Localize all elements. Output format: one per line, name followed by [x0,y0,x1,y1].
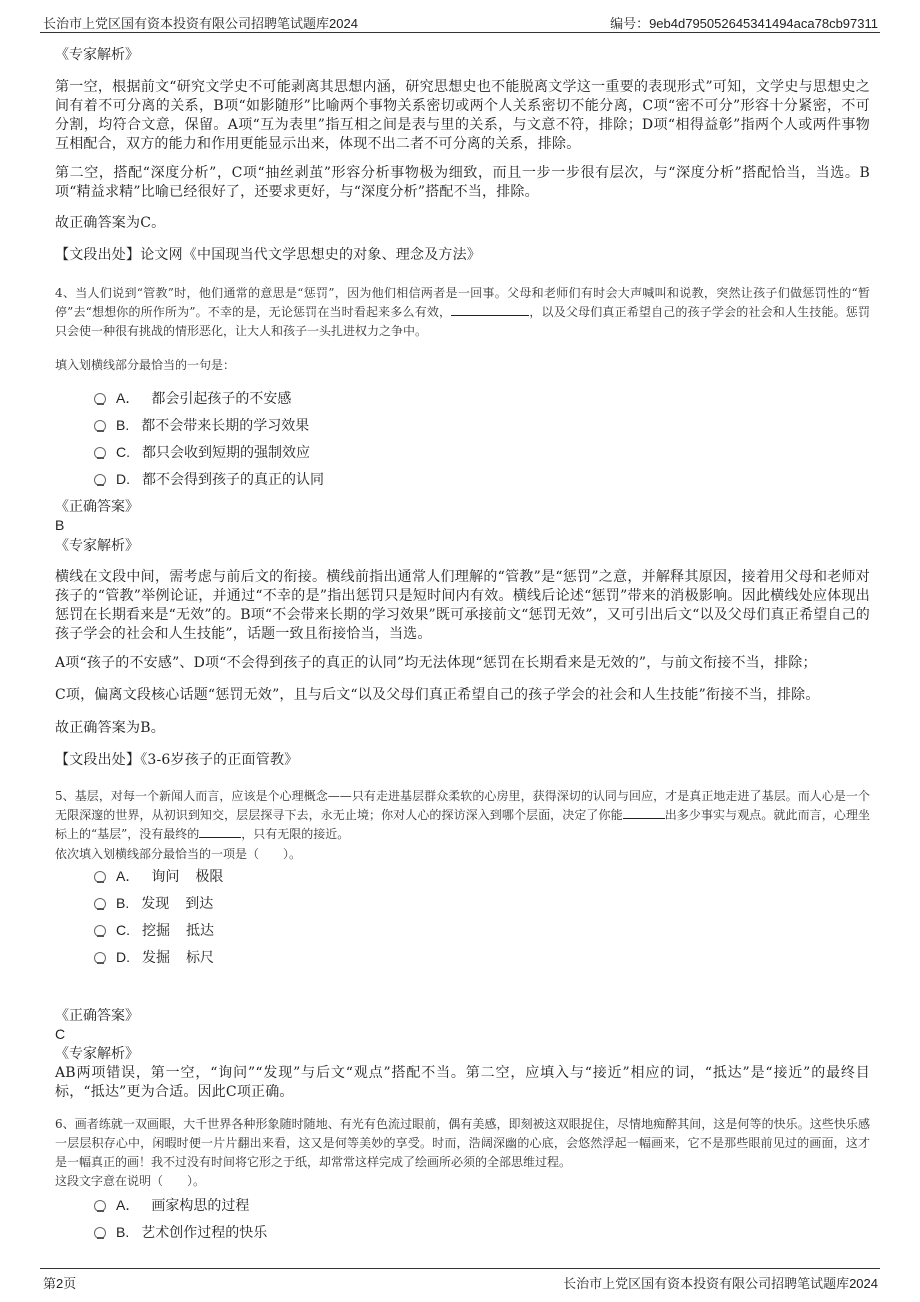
correct-answer-label: 《正确答案》 [55,499,139,515]
analysis-paragraph: 横线在文段中间，需考虑与前后文的衔接。横线前指出通常人们理解的“管教”是“惩罚”之意，并解释其原因，接着用父母和老师对孩子的“管教”举例论证，并通过“不幸的是”指出惩罚只是短时间内有效。横线后论述“惩罚”带来的消极影响。因此横线处应体现出惩罚在长期看来是“无效”的。B项“不会带来长期的学习效果”既可承接前文“惩罚无效”，又可引出后文“以及父母们真正希望自己的孩子学会的社会和人生技能”，话题一致且衔接恰当，当选。 [55,569,870,642]
question-4-stem [55,284,870,341]
question-text: 出多少事实与观点。就此而言，心理坐标上的“基层”，没有最终的 [55,808,870,841]
option-d[interactable]: D. 都不会得到孩子的真正的认同 [94,470,324,489]
radio-icon[interactable] [94,1227,106,1239]
option-c[interactable]: C. 都只会收到短期的强制效应 [94,443,310,462]
radio-icon[interactable] [94,1200,106,1212]
question-5-stem [55,787,870,844]
option-d[interactable]: D. 发掘 标尺 [94,948,214,967]
source-citation: 【文段出处】《3-6岁孩子的正面管教》 [55,752,299,768]
radio-icon[interactable] [94,898,106,910]
radio-icon[interactable] [94,447,106,459]
radio-icon[interactable] [94,925,106,937]
fill-blank [199,825,241,838]
option-b[interactable]: B. 艺术创作过程的快乐 [94,1223,267,1242]
analysis-paragraph: 第一空，根据前文“研究文学史不可能剥离其思想内涵，研究思想史也不能脱离文学这一重要的表现形式”可知，文学史与思想史之间有着不可分离的关系，B项“如影随形”比喻两个事物关系密切或两个人关系密切不能分离，C项“密不可分”形容十分紧密，不可分割，均符合文意，保留。A项“互为表里”指互相之间是表与里的关系，与文意不符，排除；D项“相得益彰”指两个人或两件事物互相配合，双方的能力和作用更能显示出来，体现不出二者不可分离的关系，排除。 [55,79,870,152]
option-c[interactable]: C. 挖掘 抵达 [94,921,214,940]
conclusion: 故正确答案为B。 [55,720,165,736]
correct-answer-label: 《正确答案》 [55,1008,139,1024]
page-footer [40,1268,880,1293]
analysis-paragraph: C项，偏离文段核心话题“惩罚无效”，且与后文“以及父母们真正希望自己的孩子学会的社会和人生技能”衔接不当，排除。 [55,687,820,703]
fill-blank [623,806,665,819]
fill-blank [451,303,529,316]
option-a[interactable]: A． 询问 极限 [94,867,223,886]
radio-icon[interactable] [94,420,106,432]
document-id: 编号：9eb4d795052645341494aca78cb97311 [610,16,878,31]
question-text: ，以及父母们真正希望自己的孩子学会的社会和人生技能。惩罚只会使一种很有挑战的情形恶化，让大人和孩子一头扎进权力之争中。 [55,305,870,338]
question-text: 5、基层，对每一个新闻人而言，应该是个心理概念——只有走进基层群众柔软的心房里，获得深切的认同与回应，才是真正地走进了基层。而人心是一个无限深邃的世界，从初识到知交，层层探寻下去，永无止境；你对人心的探访深入到哪个层面，决定了你能 [55,789,870,822]
analysis-paragraph: AB两项错误，第一空，“询问”“发现”与后文“观点”搭配不当。第二空，应填入与“接近”相应的词，“抵达”是“接近”的最终目标，“抵达”更为合适。因此C项正确。 [55,1065,870,1100]
question-text: ，只有无限的接近。 [241,827,350,841]
source-citation: 【文段出处】论文网《中国现当代文学思想史的对象、理念及方法》 [55,247,481,263]
expert-analysis-label: 《专家解析》 [55,1046,139,1062]
radio-icon[interactable] [94,393,106,405]
footer-title: 长治市上党区国有资本投资有限公司招聘笔试题库2024 [563,1276,878,1291]
question-6-stem: 6、画者练就一双画眼，大千世界各种形象随时随地、有光有色流过眼前，偶有美感，即刻被这双眼捉住，尽情地痴醉其间，这是何等的快乐。这些快乐感一层层积存心中，闲暇时便一片片翻出来看，这又是何等美妙的享受。时而，浩阔深幽的心底，会悠然浮起一幅画来，它不是那些眼前见过的画面，这才是一幅真正的画！我不过没有时间将它形之于纸，却常常这样完成了绘画所必须的全部思维过程。 [55,1117,870,1169]
analysis-paragraph: 第二空，搭配“深度分析”，C项“抽丝剥茧”形容分析事物极为细致，而且一步一步很有层次，与“深度分析”搭配恰当，当选。B项“精益求精”比喻已经很好了，还要求更好，与“深度分析”搭配不当，排除。 [55,165,870,200]
page-header [40,10,880,33]
radio-icon[interactable] [94,474,106,486]
option-b[interactable]: B. 发现 到达 [94,894,213,913]
radio-icon[interactable] [94,952,106,964]
option-b[interactable]: B. 都不会带来长期的学习效果 [94,416,309,435]
conclusion: 故正确答案为C。 [55,215,166,231]
question-text: 4、当人们说到“管教”时，他们通常的意思是“惩罚”，因为他们相信两者是一回事。父母和老师们有时会大声喊叫和说教，突然让孩子们做惩罚性的“暂停”去“想想你的所作所为”。不幸的是，无论惩罚在当时看起来多么有效， [55,286,870,319]
question-5-prompt: 依次填入划横线部分最恰当的一项是（ ）。 [55,847,302,861]
radio-icon[interactable] [94,871,106,883]
option-a[interactable]: A． 画家构思的过程 [94,1196,249,1215]
page-number: 第2页 [43,1276,77,1291]
header-title: 长治市上党区国有资本投资有限公司招聘笔试题库2024 [43,16,358,31]
correct-answer: B [55,517,65,533]
correct-answer: C [55,1026,66,1042]
expert-analysis-label: 《专家解析》 [55,538,139,554]
expert-analysis-label: 《专家解析》 [55,47,139,63]
option-a[interactable]: A． 都会引起孩子的不安感 [94,389,291,408]
analysis-paragraph: A项“孩子的不安感”、D项“不会得到孩子的真正的认同”均无法体现“惩罚在长期看来是无效的”，与前文衔接不当，排除； [55,655,817,671]
question-6-prompt: 这段文字意在说明（ ）。 [55,1174,206,1188]
question-4-prompt: 填入划横线部分最恰当的一句是： [55,358,236,372]
